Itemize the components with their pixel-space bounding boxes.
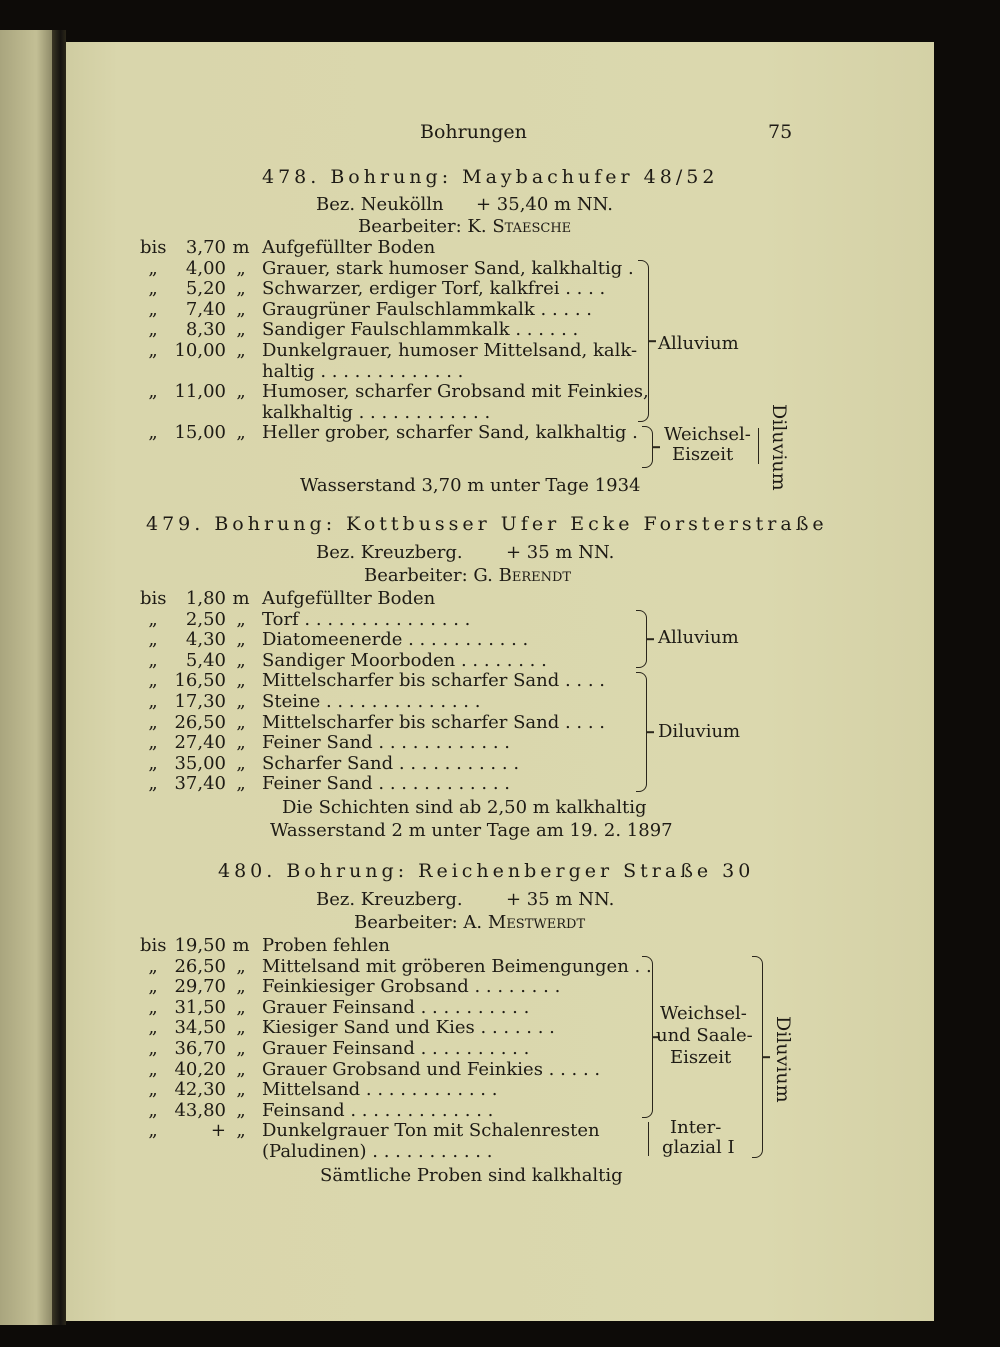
b478-editor-name: Staesche xyxy=(492,216,572,237)
row-description: Dunkelgrauer Ton mit Schalenresten xyxy=(262,1120,600,1142)
row-description: Grauer Grobsand und Feinkies . . . . . xyxy=(262,1058,601,1080)
b478-note: Wasserstand 3,70 m unter Tage 1934 xyxy=(300,475,641,496)
row-prefix: „ xyxy=(148,1058,158,1080)
row-description: Humoser, scharfer Grobsand mit Feinkies, xyxy=(262,381,649,403)
b479-editor xyxy=(364,566,571,586)
row-prefix: bis xyxy=(140,935,167,956)
row-prefix: bis xyxy=(140,237,167,258)
b478-brace-weichsel xyxy=(642,426,653,468)
row-depth: 2,50 xyxy=(185,608,226,630)
row-prefix: „ xyxy=(148,711,158,733)
b480-strat-diluvium: Diluvium xyxy=(772,1016,794,1103)
b478-brace-diluvium xyxy=(752,428,759,464)
row-description: Aufgefüllter Boden xyxy=(262,588,436,609)
row-description: Feinkiesiger Grobsand . . . . . . . . xyxy=(262,976,561,998)
b480-editor-name: Mestwerdt xyxy=(487,912,586,933)
row-description: Schwarzer, erdiger Torf, kalkfrei . . . . xyxy=(262,278,606,300)
row-description: Grauer, stark humoser Sand, kalkhaltig . xyxy=(262,257,634,279)
row-prefix: „ xyxy=(148,955,158,977)
row-description: Dunkelgrauer, humoser Mittelsand, kalk- xyxy=(262,340,638,361)
row-unit: „ xyxy=(236,773,246,795)
row-unit: „ xyxy=(236,649,246,671)
b478-strat-alluvium: Alluvium xyxy=(658,333,739,354)
row-depth: 11,00 xyxy=(174,381,226,403)
row-unit: „ xyxy=(236,670,246,692)
b478-editor-prefix: Bearbeiter: K. xyxy=(358,216,487,237)
book-page xyxy=(66,42,934,1321)
b478-brace-alluvium xyxy=(638,260,649,422)
b480-strat-weichsel-2: und Saale- xyxy=(656,1025,753,1046)
b478-strat-weichsel-1: Weichsel- xyxy=(664,424,751,445)
row-prefix: „ xyxy=(148,608,158,630)
b480-location: Bez. Kreuzberg. xyxy=(316,889,463,910)
row-description: Mittelscharfer bis scharfer Sand . . . . xyxy=(262,711,606,733)
row-depth: 19,50 xyxy=(174,935,226,956)
row-prefix: „ xyxy=(148,773,158,795)
row-description: Feinsand . . . . . . . . . . . . . xyxy=(262,1099,494,1121)
row-unit: „ xyxy=(236,732,246,754)
row-depth: 37,40 xyxy=(174,773,226,795)
row-description: (Paludinen) . . . . . . . . . . . xyxy=(262,1141,493,1162)
row-description: Feiner Sand . . . . . . . . . . . . xyxy=(262,732,510,754)
row-prefix: „ xyxy=(148,1120,158,1142)
row-description: Grauer Feinsand . . . . . . . . . . xyxy=(262,996,530,1018)
b480-brace-interglazial xyxy=(642,1122,649,1156)
row-unit: „ xyxy=(236,257,246,279)
b480-title: 480. Bohrung: Reichenberger Straße 30 xyxy=(218,860,755,882)
row-unit: „ xyxy=(236,1058,246,1080)
row-description: Kiesiger Sand und Kies . . . . . . . xyxy=(262,1017,555,1039)
b478-strat-weichsel-2: Eiszeit xyxy=(672,444,734,465)
row-depth: 26,50 xyxy=(174,711,226,733)
row-prefix: „ xyxy=(148,1017,158,1039)
book-gutter xyxy=(52,30,66,1325)
row-description: Steine . . . . . . . . . . . . . . xyxy=(262,691,481,712)
row-prefix: „ xyxy=(148,319,158,341)
b479-location: Bez. Kreuzberg. xyxy=(316,542,463,563)
b479-elevation: + 35 m NN. xyxy=(506,542,615,563)
row-unit: „ xyxy=(236,955,246,977)
row-depth: 15,00 xyxy=(174,422,226,444)
row-depth: 3,70 xyxy=(185,237,226,258)
b480-editor-prefix: Bearbeiter: A. xyxy=(354,912,483,933)
row-prefix: „ xyxy=(148,649,158,671)
row-depth: 16,50 xyxy=(174,670,226,692)
row-unit: „ xyxy=(236,319,246,341)
row-unit: „ xyxy=(236,691,246,712)
row-depth: 26,50 xyxy=(174,955,226,977)
b479-note-1: Die Schichten sind ab 2,50 m kalkhaltig xyxy=(282,797,647,818)
row-prefix: „ xyxy=(148,278,158,300)
row-depth: 43,80 xyxy=(174,1099,226,1121)
b478-elevation: + 35,40 m NN. xyxy=(476,194,613,215)
row-unit: „ xyxy=(236,976,246,998)
b479-brace-alluvium xyxy=(636,610,647,668)
b479-strat-diluvium: Diluvium xyxy=(658,721,741,742)
b479-editor-name: Berendt xyxy=(498,565,572,586)
row-description: Mittelscharfer bis scharfer Sand . . . . xyxy=(262,670,606,692)
row-unit: „ xyxy=(236,711,246,733)
row-prefix: „ xyxy=(148,1099,158,1121)
row-depth: 5,20 xyxy=(185,278,226,300)
running-header: Bohrungen xyxy=(420,121,527,143)
b480-strat-weichsel-1: Weichsel- xyxy=(660,1003,747,1024)
row-prefix: „ xyxy=(148,340,158,361)
row-description: Scharfer Sand . . . . . . . . . . . xyxy=(262,752,520,774)
row-prefix: „ xyxy=(148,298,158,320)
row-description: Feiner Sand . . . . . . . . . . . . xyxy=(262,773,510,795)
b479-note-2: Wasserstand 2 m unter Tage am 19. 2. 1897 xyxy=(270,820,673,841)
b478-strat-diluvium: Diluvium xyxy=(768,404,790,491)
row-unit: „ xyxy=(236,1017,246,1039)
row-prefix: „ xyxy=(148,752,158,774)
row-prefix: bis xyxy=(140,588,167,609)
row-unit: „ xyxy=(236,996,246,1018)
row-unit: „ xyxy=(236,422,246,444)
b480-brace-weichsel xyxy=(642,956,653,1118)
b479-editor-prefix: Bearbeiter: G. xyxy=(364,565,493,586)
b480-strat-inter-2: glazial I xyxy=(662,1137,735,1158)
row-depth: 5,40 xyxy=(185,649,226,671)
row-depth: 8,30 xyxy=(185,319,226,341)
b478-location: Bez. Neukölln xyxy=(316,194,444,215)
row-depth: + xyxy=(210,1120,226,1142)
row-depth: 1,80 xyxy=(185,588,226,609)
row-description: Diatomeenerde . . . . . . . . . . . xyxy=(262,629,529,651)
row-prefix: „ xyxy=(148,691,158,712)
row-prefix: „ xyxy=(148,976,158,998)
row-description: Mittelsand . . . . . . . . . . . . xyxy=(262,1079,498,1101)
row-description: Mittelsand mit gröberen Beimengungen . . xyxy=(262,955,652,977)
b480-strat-weichsel-3: Eiszeit xyxy=(670,1047,732,1068)
row-unit: m xyxy=(232,588,250,609)
row-description: Proben fehlen xyxy=(262,935,390,956)
row-unit: „ xyxy=(236,381,246,403)
b478-editor xyxy=(358,217,571,237)
row-prefix: „ xyxy=(148,381,158,403)
row-depth: 34,50 xyxy=(174,1017,226,1039)
b480-elevation: + 35 m NN. xyxy=(506,889,615,910)
row-description: Sandiger Moorboden . . . . . . . . xyxy=(262,649,547,671)
row-unit: „ xyxy=(236,1038,246,1059)
row-depth: 29,70 xyxy=(174,976,226,998)
row-depth: 36,70 xyxy=(174,1038,226,1059)
row-prefix: „ xyxy=(148,422,158,444)
row-unit: „ xyxy=(236,752,246,774)
row-depth: 10,00 xyxy=(174,340,226,361)
b478-title: 478. Bohrung: Maybachufer 48/52 xyxy=(262,166,719,188)
row-description: Graugrüner Faulschlammkalk . . . . . xyxy=(262,298,593,320)
row-unit: „ xyxy=(236,298,246,320)
row-description: Heller grober, scharfer Sand, kalkhaltig . xyxy=(262,422,638,444)
row-unit: „ xyxy=(236,278,246,300)
row-unit: „ xyxy=(236,1079,246,1101)
row-description: Sandiger Faulschlammkalk . . . . . . xyxy=(262,319,579,341)
row-depth: 42,30 xyxy=(174,1079,226,1101)
row-depth: 40,20 xyxy=(174,1058,226,1080)
row-unit: m xyxy=(232,237,250,258)
facing-page-edge xyxy=(0,30,52,1325)
row-depth: 27,40 xyxy=(174,732,226,754)
row-unit: „ xyxy=(236,608,246,630)
row-depth: 7,40 xyxy=(185,298,226,320)
row-description: haltig . . . . . . . . . . . . . xyxy=(262,360,464,382)
row-prefix: „ xyxy=(148,1079,158,1101)
b480-brace-diluvium xyxy=(752,956,763,1158)
row-prefix: „ xyxy=(148,670,158,692)
b480-strat-inter-1: Inter- xyxy=(670,1117,722,1138)
row-description: Grauer Feinsand . . . . . . . . . . xyxy=(262,1038,530,1059)
page-number: 75 xyxy=(768,121,793,143)
row-prefix: „ xyxy=(148,1038,158,1059)
row-prefix: „ xyxy=(148,629,158,651)
b479-strat-alluvium: Alluvium xyxy=(658,627,739,648)
row-prefix: „ xyxy=(148,996,158,1018)
row-description: Torf . . . . . . . . . . . . . . . xyxy=(262,608,471,630)
row-depth: 35,00 xyxy=(174,752,226,774)
row-description: Aufgefüllter Boden xyxy=(262,237,436,258)
row-depth: 31,50 xyxy=(174,996,226,1018)
row-depth: 4,30 xyxy=(185,629,226,651)
b480-editor xyxy=(354,913,585,933)
row-unit: „ xyxy=(236,340,246,361)
row-prefix: „ xyxy=(148,257,158,279)
row-unit: „ xyxy=(236,1099,246,1121)
row-unit: m xyxy=(232,935,250,956)
row-unit: „ xyxy=(236,629,246,651)
row-depth: 4,00 xyxy=(185,257,226,279)
row-prefix: „ xyxy=(148,732,158,754)
b479-brace-diluvium xyxy=(636,672,647,792)
b480-note: Sämtliche Proben sind kalkhaltig xyxy=(320,1165,623,1186)
row-unit: „ xyxy=(236,1120,246,1142)
row-depth: 17,30 xyxy=(174,691,226,712)
row-description: kalkhaltig . . . . . . . . . . . . xyxy=(262,401,491,423)
b479-title: 479. Bohrung: Kottbusser Ufer Ecke Forsterstraße xyxy=(146,513,828,535)
